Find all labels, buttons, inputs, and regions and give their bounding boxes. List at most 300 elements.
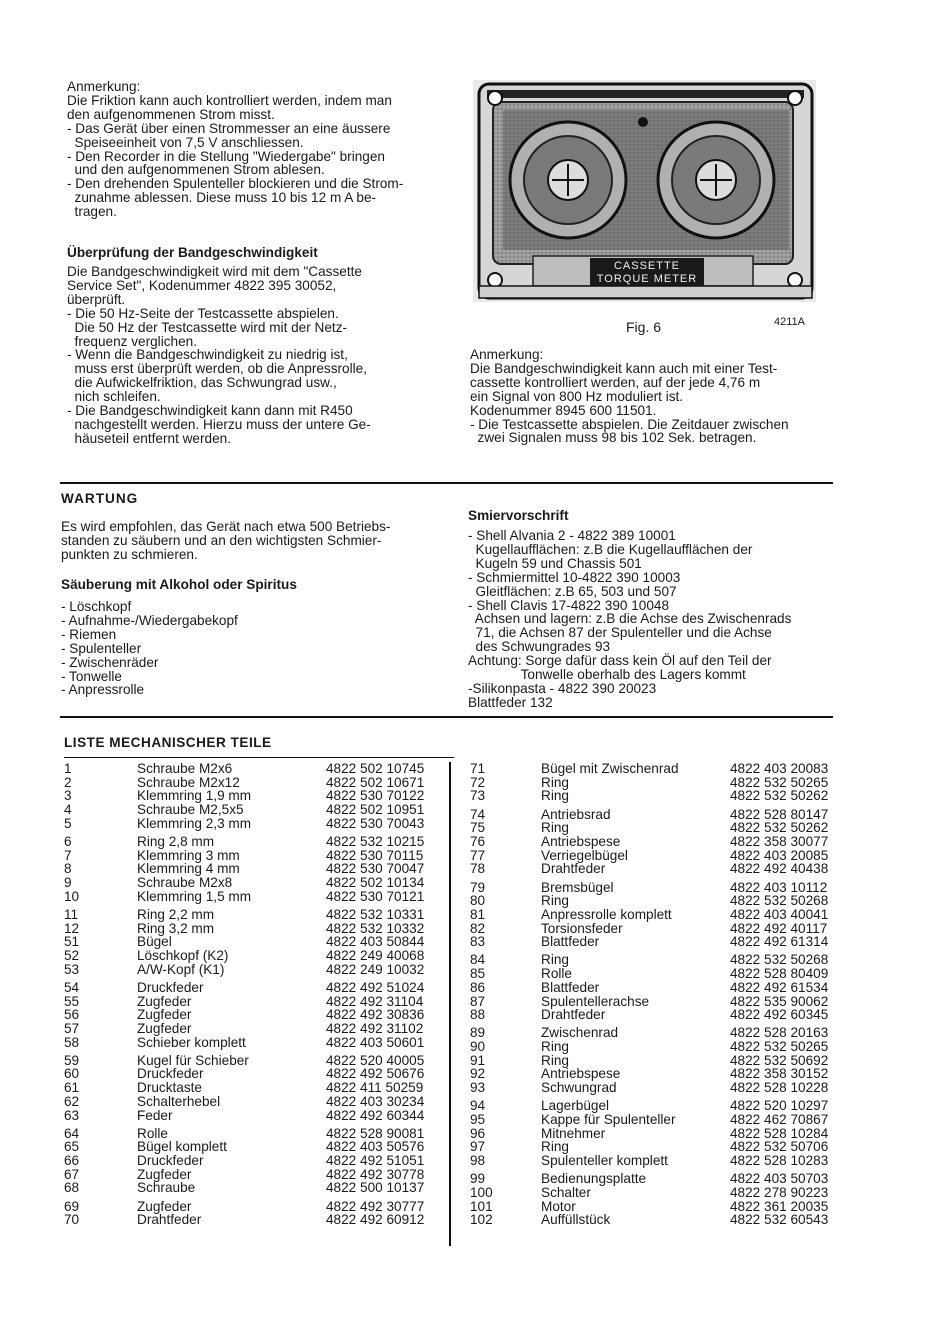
lubrication-line: 71, die Achsen 87 der Spulenteller und die Achse bbox=[468, 625, 772, 641]
note-line: Anmerkung: bbox=[67, 79, 141, 94]
parts-row bbox=[470, 1040, 850, 1054]
part-number: 63 bbox=[64, 1107, 80, 1123]
note-line: Speiseeinheit von 7,5 V anschliessen. bbox=[67, 134, 304, 150]
parts-row bbox=[470, 835, 850, 849]
part-name: Ring bbox=[541, 1052, 569, 1068]
part-name: Schraube M2x12 bbox=[137, 774, 240, 790]
note-line: Service Set", Kodenummer 4822 395 30052, bbox=[67, 277, 337, 293]
cleaning-list bbox=[61, 600, 238, 697]
part-code: 4822 528 10284 bbox=[730, 1125, 829, 1141]
part-name: Mitnehmer bbox=[541, 1125, 606, 1141]
note-line: zunahme ablessen. Diese muss 10 bis 12 m A be- bbox=[67, 190, 377, 206]
part-number: 7 bbox=[64, 847, 72, 863]
parts-row bbox=[470, 789, 850, 803]
part-name: Klemmring 2,3 mm bbox=[137, 815, 252, 831]
cleaning-item: - Riemen bbox=[61, 626, 117, 642]
part-code: 4822 528 80147 bbox=[730, 806, 829, 822]
part-number: 91 bbox=[470, 1052, 486, 1068]
part-number: 81 bbox=[470, 906, 486, 922]
part-number: 95 bbox=[470, 1112, 486, 1127]
part-code: 4822 532 50268 bbox=[730, 952, 829, 968]
part-name: Bremsbügel bbox=[541, 879, 614, 895]
parts-row bbox=[64, 890, 444, 904]
parts-row bbox=[64, 1213, 444, 1227]
parts-row bbox=[470, 1172, 850, 1186]
part-number: 98 bbox=[470, 1153, 486, 1169]
note-line: die Aufwickelfriktion, das Schwungrad usw., bbox=[67, 375, 337, 391]
parts-row bbox=[470, 1081, 850, 1095]
parts-row bbox=[470, 1213, 850, 1227]
parts-row bbox=[64, 963, 444, 977]
lubrication-line: - Schmiermittel 10-4822 390 10003 bbox=[468, 569, 681, 585]
part-number: 4 bbox=[64, 802, 72, 818]
part-name: Schraube M2x8 bbox=[137, 875, 233, 890]
part-name: Schraube M2x6 bbox=[137, 761, 233, 776]
part-name: Verriegelbügel bbox=[541, 847, 628, 863]
part-number: 72 bbox=[470, 774, 486, 790]
part-name: Ring bbox=[541, 952, 569, 968]
part-number: 78 bbox=[470, 861, 486, 877]
part-code: 4822 361 20035 bbox=[730, 1198, 829, 1214]
part-number: 89 bbox=[470, 1025, 486, 1041]
part-number: 100 bbox=[470, 1184, 493, 1200]
parts-row bbox=[64, 817, 444, 831]
part-name: Klemmring 1,5 mm bbox=[137, 888, 252, 904]
part-name: Antriebsrad bbox=[541, 806, 611, 822]
note-line: und den aufgenommenen Strom ablesen. bbox=[67, 162, 325, 178]
parts-row bbox=[64, 1022, 444, 1036]
part-code: 4822 358 30077 bbox=[730, 833, 829, 849]
parts-row bbox=[470, 821, 850, 835]
note-line: Kodenummer 8945 600 11501. bbox=[470, 402, 657, 418]
figure-caption: Fig. 6 bbox=[626, 319, 662, 335]
part-name: Schraube bbox=[137, 1180, 196, 1196]
part-code: 4822 492 60344 bbox=[326, 1107, 425, 1123]
part-name: Kugel für Schieber bbox=[137, 1052, 249, 1068]
part-code: 4822 532 50262 bbox=[730, 820, 829, 836]
note-line: - Die 50 Hz-Seite der Testcassette abspielen. bbox=[67, 305, 339, 321]
parts-row bbox=[470, 1186, 850, 1200]
lubrication-line: Tonwelle oberhalb des Lagers kommt bbox=[468, 667, 746, 683]
lubrication-line: Kugellaufflächen: z.B die Kugellaufflächen der bbox=[468, 541, 753, 557]
part-code: 4822 403 50844 bbox=[326, 934, 425, 950]
note-line: überprüft. bbox=[67, 291, 126, 307]
part-number: 67 bbox=[64, 1166, 80, 1182]
maintenance-line: punkten zu schmieren. bbox=[61, 546, 198, 562]
cleaning-item: - Spulenteller bbox=[61, 640, 142, 656]
part-code: 4822 492 50676 bbox=[326, 1066, 425, 1082]
note-line: zwei Signalen muss 98 bis 102 Sek. betragen. bbox=[470, 430, 757, 446]
part-code: 4822 492 30836 bbox=[326, 1007, 425, 1023]
part-name: Zugfeder bbox=[137, 993, 192, 1009]
part-number: 9 bbox=[64, 875, 72, 890]
part-name: Drucktaste bbox=[137, 1080, 202, 1096]
part-code: 4822 358 30152 bbox=[730, 1066, 829, 1082]
part-number: 61 bbox=[64, 1080, 80, 1096]
parts-row bbox=[64, 995, 444, 1009]
note-line: - Den drehenden Spulenteller blockieren und die Strom- bbox=[67, 176, 404, 192]
part-name: Schwungrad bbox=[541, 1080, 617, 1096]
part-name: Ring bbox=[541, 1039, 569, 1055]
part-code: 4822 492 60912 bbox=[326, 1212, 425, 1228]
part-code: 4822 492 30777 bbox=[326, 1198, 425, 1214]
part-code: 4822 502 10134 bbox=[326, 875, 425, 890]
cleaning-item: - Löschkopf bbox=[61, 599, 132, 614]
cleaning-item: - Zwischenräder bbox=[61, 654, 159, 670]
parts-row bbox=[470, 1054, 850, 1068]
part-number: 94 bbox=[470, 1098, 486, 1114]
parts-row bbox=[470, 808, 850, 822]
part-number: 11 bbox=[64, 906, 79, 922]
part-number: 102 bbox=[470, 1212, 493, 1228]
note-line: - Das Gerät über einen Strommesser an eine äussere bbox=[67, 120, 391, 136]
part-name: Spulenteller komplett bbox=[541, 1153, 668, 1169]
tape-speed-note bbox=[470, 348, 789, 445]
parts-row bbox=[64, 1109, 444, 1123]
parts-row bbox=[64, 981, 444, 995]
speed-check-heading: Überprüfung der Bandgeschwindigkeit bbox=[67, 245, 318, 260]
cleaning-item: - Tonwelle bbox=[61, 668, 122, 684]
part-number: 68 bbox=[64, 1180, 80, 1196]
note-line: den aufgenommenen Strom misst. bbox=[67, 106, 275, 122]
part-code: 4822 411 50259 bbox=[326, 1080, 424, 1096]
part-code: 4822 532 50262 bbox=[730, 788, 829, 804]
part-code: 4822 532 50692 bbox=[730, 1052, 829, 1068]
parts-row bbox=[470, 762, 850, 776]
parts-row bbox=[64, 1140, 444, 1154]
part-number: 62 bbox=[64, 1093, 80, 1109]
parts-row bbox=[470, 1067, 850, 1081]
cleaning-heading: Säuberung mit Alkohol oder Spiritus bbox=[61, 577, 297, 592]
part-name: Zugfeder bbox=[137, 1198, 192, 1214]
parts-heading-underline bbox=[64, 757, 454, 758]
parts-row bbox=[470, 1127, 850, 1141]
part-code: 4822 502 10951 bbox=[326, 802, 425, 818]
part-name: Drahtfeder bbox=[541, 861, 606, 877]
part-name: Lagerbügel bbox=[541, 1098, 610, 1114]
parts-row bbox=[64, 849, 444, 863]
note-line: nachgestellt werden. Hierzu muss der untere Ge- bbox=[67, 416, 371, 432]
note-line: Die Bandgeschwindigkeit wird mit dem "Cassette bbox=[67, 264, 362, 279]
cassette-torque-meter-image bbox=[473, 80, 816, 302]
parts-row bbox=[470, 862, 850, 876]
parts-table-right bbox=[470, 762, 850, 1227]
part-number: 51 bbox=[64, 934, 80, 950]
part-number: 59 bbox=[64, 1052, 80, 1068]
part-name: Druckfeder bbox=[137, 979, 204, 995]
part-name: Zugfeder bbox=[137, 1020, 192, 1036]
part-code: 4822 528 20163 bbox=[730, 1025, 829, 1041]
part-name: Blattfeder bbox=[541, 934, 600, 950]
part-number: 5 bbox=[64, 815, 72, 831]
part-name: Rolle bbox=[137, 1125, 168, 1141]
section-divider-top bbox=[60, 482, 833, 484]
parts-row bbox=[470, 1099, 850, 1113]
part-number: 79 bbox=[470, 879, 486, 895]
part-number: 64 bbox=[64, 1125, 80, 1141]
note-line: - Die Testcassette abspielen. Die Zeitdauer zwischen bbox=[470, 416, 789, 432]
parts-row bbox=[470, 881, 850, 895]
part-name: Zugfeder bbox=[137, 1166, 192, 1182]
maintenance-line: Es wird empfohlen, das Gerät nach etwa 500 Betriebs- bbox=[61, 519, 391, 534]
part-name: Klemmring 4 mm bbox=[137, 861, 240, 877]
part-code: 4822 403 20083 bbox=[730, 761, 829, 776]
note-line: Anmerkung: bbox=[470, 347, 544, 362]
part-code: 4822 403 50703 bbox=[730, 1171, 829, 1187]
part-code: 4822 532 50265 bbox=[730, 774, 829, 790]
parts-row bbox=[64, 803, 444, 817]
part-number: 90 bbox=[470, 1039, 486, 1055]
parts-row bbox=[64, 908, 444, 922]
part-code: 4822 403 50576 bbox=[326, 1139, 425, 1155]
note-line: Die Bandgeschwindigkeit kann auch mit einer Test- bbox=[470, 360, 778, 376]
part-code: 4822 530 70121 bbox=[326, 888, 425, 904]
part-code: 4822 492 60345 bbox=[730, 1007, 829, 1023]
part-code: 4822 249 40068 bbox=[326, 947, 425, 963]
parts-row bbox=[470, 1008, 850, 1022]
part-number: 56 bbox=[64, 1007, 80, 1023]
part-code: 4822 492 40117 bbox=[730, 920, 828, 936]
note-line: Die Friktion kann auch kontrolliert werden, indem man bbox=[67, 92, 392, 108]
cassette-label-line2: TORQUE METER bbox=[596, 273, 698, 285]
parts-row bbox=[64, 949, 444, 963]
cleaning-item: - Anpressrolle bbox=[61, 682, 145, 698]
part-name: Bedienungsplatte bbox=[541, 1171, 647, 1187]
part-name: Spulentellerachse bbox=[541, 993, 650, 1009]
part-number: 80 bbox=[470, 893, 486, 909]
parts-row bbox=[64, 922, 444, 936]
part-number: 85 bbox=[470, 966, 486, 982]
part-code: 4822 278 90223 bbox=[730, 1184, 829, 1200]
parts-row bbox=[470, 995, 850, 1009]
parts-row bbox=[470, 922, 850, 936]
part-number: 101 bbox=[470, 1198, 493, 1214]
part-number: 53 bbox=[64, 961, 80, 977]
parts-row bbox=[64, 1168, 444, 1182]
part-code: 4822 403 40041 bbox=[730, 906, 829, 922]
part-code: 4822 530 70115 bbox=[326, 847, 424, 863]
part-code: 4822 532 50265 bbox=[730, 1039, 829, 1055]
note-line: nich schleifen. bbox=[67, 389, 161, 405]
note-line: muss erst überprüft werden, ob die Anpressrolle, bbox=[67, 361, 367, 377]
part-code: 4822 532 50268 bbox=[730, 893, 829, 909]
part-name: Löschkopf (K2) bbox=[137, 947, 229, 963]
part-number: 74 bbox=[470, 806, 486, 822]
part-code: 4822 492 30778 bbox=[326, 1166, 425, 1182]
part-name: Ring bbox=[541, 774, 569, 790]
part-number: 70 bbox=[64, 1212, 80, 1228]
parts-row bbox=[64, 862, 444, 876]
part-name: Schalterhebel bbox=[137, 1093, 221, 1109]
lubrication-text bbox=[468, 529, 791, 710]
part-code: 4822 403 20085 bbox=[730, 847, 829, 863]
part-number: 6 bbox=[64, 833, 72, 849]
parts-row bbox=[64, 1008, 444, 1022]
parts-row bbox=[64, 835, 444, 849]
part-code: 4822 532 10331 bbox=[326, 906, 425, 922]
part-name: Schraube M2,5x5 bbox=[137, 802, 244, 818]
part-number: 60 bbox=[64, 1066, 80, 1082]
part-name: Antriebspese bbox=[541, 1066, 621, 1082]
part-number: 55 bbox=[64, 993, 80, 1009]
part-code: 4822 492 31104 bbox=[326, 993, 424, 1009]
parts-row bbox=[64, 1200, 444, 1214]
parts-row bbox=[470, 1113, 850, 1127]
part-number: 84 bbox=[470, 952, 486, 968]
parts-row bbox=[470, 1140, 850, 1154]
note-line: ein Signal von 800 Hz moduliert ist. bbox=[470, 388, 684, 404]
part-code: 4822 530 70047 bbox=[326, 861, 425, 877]
parts-table-left bbox=[64, 762, 444, 1227]
part-name: Kappe für Spulenteller bbox=[541, 1112, 676, 1127]
parts-row bbox=[470, 935, 850, 949]
parts-heading: LISTE MECHANISCHER TEILE bbox=[64, 735, 272, 750]
note-line: - Wenn die Bandgeschwindigkeit zu niedrig ist, bbox=[67, 347, 348, 363]
parts-row bbox=[64, 1154, 444, 1168]
part-name: Ring 2,2 mm bbox=[137, 906, 215, 922]
part-code: 4822 403 10112 bbox=[730, 879, 828, 895]
speed-check-text bbox=[67, 265, 371, 446]
maintenance-line: standen zu säubern und an den wichtigsten Schmier- bbox=[61, 532, 382, 548]
parts-row bbox=[64, 935, 444, 949]
part-name: Bügel bbox=[137, 934, 172, 950]
maintenance-text bbox=[61, 520, 390, 562]
part-code: 4822 520 10297 bbox=[730, 1098, 829, 1114]
parts-row bbox=[64, 776, 444, 790]
part-number: 88 bbox=[470, 1007, 486, 1023]
part-name: Drahtfeder bbox=[541, 1007, 606, 1023]
cassette-label-line1: CASSETTE bbox=[613, 260, 681, 272]
part-number: 71 bbox=[470, 761, 486, 776]
part-name: Blattfeder bbox=[541, 979, 600, 995]
part-name: Klemmring 1,9 mm bbox=[137, 788, 252, 804]
part-name: Schalter bbox=[541, 1184, 591, 1200]
parts-row bbox=[470, 981, 850, 995]
part-number: 77 bbox=[470, 847, 486, 863]
part-number: 52 bbox=[64, 947, 80, 963]
part-number: 65 bbox=[64, 1139, 80, 1155]
part-code: 4822 532 10332 bbox=[326, 920, 425, 936]
parts-column-divider bbox=[449, 762, 451, 1246]
part-code: 4822 249 10032 bbox=[326, 961, 425, 977]
part-number: 73 bbox=[470, 788, 486, 804]
parts-row bbox=[470, 894, 850, 908]
cassette-photo bbox=[473, 80, 816, 302]
part-name: Schieber komplett bbox=[137, 1034, 246, 1050]
parts-row bbox=[64, 876, 444, 890]
note-line: - Den Recorder in die Stellung "Wiedergabe" bringen bbox=[67, 148, 385, 164]
part-code: 4822 532 60543 bbox=[730, 1212, 829, 1228]
note-line: Die 50 Hz der Testcassette wird mit der Netz- bbox=[67, 319, 348, 335]
part-number: 86 bbox=[470, 979, 486, 995]
part-name: Ring 3,2 mm bbox=[137, 920, 215, 936]
part-name: Torsionsfeder bbox=[541, 920, 623, 936]
part-name: Zwischenrad bbox=[541, 1025, 619, 1041]
part-code: 4822 535 90062 bbox=[730, 993, 829, 1009]
part-code: 4822 528 10283 bbox=[730, 1153, 829, 1169]
lubrication-line: Gleitflächen: z.B 65, 503 und 507 bbox=[468, 583, 677, 599]
note-line: häuseteil entfernt werden. bbox=[67, 430, 231, 446]
part-number: 75 bbox=[470, 820, 486, 836]
part-code: 4822 528 90081 bbox=[326, 1125, 425, 1141]
section-divider-bottom bbox=[60, 716, 833, 718]
part-name: Druckfeder bbox=[137, 1066, 204, 1082]
lubrication-line: - Shell Clavis 17-4822 390 10048 bbox=[468, 597, 670, 613]
part-name: Ring 2,8 mm bbox=[137, 833, 215, 849]
part-name: Auffüllstück bbox=[541, 1212, 611, 1228]
lubrication-line: Blattfeder 132 bbox=[468, 694, 553, 710]
part-name: Ring bbox=[541, 820, 569, 836]
lubrication-line: des Schwungrades 93 bbox=[468, 639, 611, 655]
part-number: 57 bbox=[64, 1020, 80, 1036]
parts-row bbox=[64, 1127, 444, 1141]
cleaning-item: - Aufnahme-/Wiedergabekopf bbox=[61, 612, 238, 628]
part-name: Ring bbox=[541, 788, 569, 804]
part-number: 3 bbox=[64, 788, 72, 804]
note-line: cassette kontrolliert werden, auf der jede 4,76 m bbox=[470, 374, 761, 390]
part-code: 4822 492 40438 bbox=[730, 861, 829, 877]
part-name: Motor bbox=[541, 1198, 576, 1214]
part-code: 4822 528 80409 bbox=[730, 966, 829, 982]
part-number: 97 bbox=[470, 1139, 486, 1155]
part-number: 93 bbox=[470, 1080, 486, 1096]
part-number: 1 bbox=[64, 761, 72, 776]
part-name: Druckfeder bbox=[137, 1153, 204, 1169]
part-number: 87 bbox=[470, 993, 486, 1009]
maintenance-heading: WARTUNG bbox=[61, 491, 139, 506]
part-code: 4822 532 50706 bbox=[730, 1139, 829, 1155]
part-name: Ring bbox=[541, 893, 569, 909]
part-number: 12 bbox=[64, 920, 80, 936]
parts-row bbox=[470, 908, 850, 922]
part-code: 4822 492 51024 bbox=[326, 979, 425, 995]
part-code: 4822 403 30234 bbox=[326, 1093, 425, 1109]
parts-row bbox=[470, 776, 850, 790]
lubrication-line: Achsen und lagern: z.B die Achse des Zwischenrads bbox=[468, 611, 792, 627]
part-name: Ring bbox=[541, 1139, 569, 1155]
parts-row bbox=[64, 762, 444, 776]
part-code: 4822 492 61314 bbox=[730, 934, 829, 950]
note-line: tragen. bbox=[67, 204, 117, 220]
friction-note bbox=[67, 80, 403, 219]
lubrication-line: Achtung: Sorge dafür dass kein Öl auf den Teil der bbox=[468, 653, 772, 669]
lubrication-line: Kugeln 59 und Chassis 501 bbox=[468, 555, 642, 571]
parts-row bbox=[64, 1067, 444, 1081]
figure-code: 4211A bbox=[774, 316, 805, 328]
part-number: 96 bbox=[470, 1125, 486, 1141]
part-name: Bügel komplett bbox=[137, 1139, 227, 1155]
parts-row bbox=[470, 967, 850, 981]
part-code: 4822 403 50601 bbox=[326, 1034, 425, 1050]
parts-row bbox=[470, 953, 850, 967]
part-code: 4822 520 40005 bbox=[326, 1052, 425, 1068]
parts-row bbox=[470, 1026, 850, 1040]
parts-row bbox=[470, 1154, 850, 1168]
part-code: 4822 500 10137 bbox=[326, 1180, 425, 1196]
part-number: 10 bbox=[64, 888, 80, 904]
lubrication-line: -Silikonpasta - 4822 390 20023 bbox=[468, 680, 657, 696]
parts-row bbox=[64, 1095, 444, 1109]
part-code: 4822 502 10745 bbox=[326, 761, 425, 776]
parts-row bbox=[470, 849, 850, 863]
part-number: 54 bbox=[64, 979, 80, 995]
parts-row bbox=[64, 789, 444, 803]
lubrication-heading: Smiervorschrift bbox=[468, 508, 569, 523]
part-name: Drahtfeder bbox=[137, 1212, 202, 1228]
friction-note-lines bbox=[67, 80, 403, 219]
part-code: 4822 532 10215 bbox=[326, 833, 425, 849]
part-name: Antriebspese bbox=[541, 833, 621, 849]
